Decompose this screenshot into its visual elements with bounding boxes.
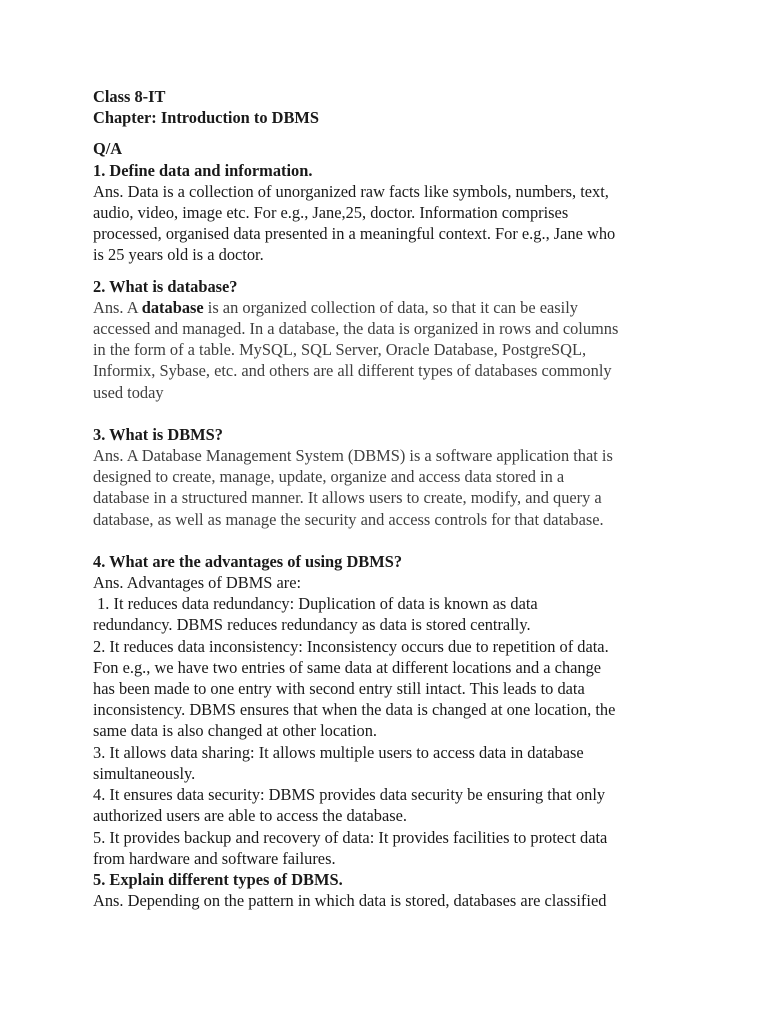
q4-answer-line: Ans. Advantages of DBMS are: (93, 573, 302, 593)
q2-answer-line: accessed and managed. In a database, the data is organized in rows and columns (93, 319, 619, 339)
q4-answer-line: simultaneously. (93, 763, 196, 783)
q3-answer-line: database, as well as manage the security and access controls for that database. (93, 509, 604, 529)
q4-answer-line: 3. It allows data sharing: It allows multiple users to access data in database (93, 742, 584, 762)
q2-answer-line: in the form of a table. MySQL, SQL Server, Oracle Database, PostgreSQL, (93, 340, 587, 360)
q3-answer-line: Ans. A Database Management System (DBMS) is a software application that is (93, 446, 613, 466)
q4-answer-line: 2. It reduces data inconsistency: Inconsistency occurs due to repetition of data. (93, 636, 609, 656)
q2-answer-suffix: is an organized collection of data, so that it can be easily (203, 297, 578, 317)
q4-answer-line: from hardware and software failures. (93, 848, 336, 868)
q3-answer-line: database in a structured manner. It allows users to create, modify, and query a (93, 488, 602, 508)
q4-answer-line: 1. It reduces data redundancy: Duplication of data is known as data (93, 594, 538, 614)
q2-answer-line (93, 297, 683, 318)
q5-question: 5. Explain different types of DBMS. (93, 869, 343, 889)
q3-answer-line: designed to create, manage, update, organize and access data stored in a (93, 467, 565, 487)
q4-answer-line: authorized users are able to access the database. (93, 806, 407, 826)
q4-answer-line: has been made to one entry with second entry still intact. This leads to data (93, 679, 585, 699)
class-title: Class 8-IT (93, 87, 166, 106)
q1-answer-line: Ans. Data is a collection of unorganized raw facts like symbols, numbers, text, (93, 181, 609, 201)
q4-answer-line: Fon e.g., we have two entries of same data at different locations and a change (93, 657, 602, 677)
q2-answer-prefix: Ans. A (93, 297, 142, 317)
q1-question: 1. Define data and information. (93, 160, 313, 180)
q3-question: 3. What is DBMS? (93, 424, 223, 444)
q5-answer-line: Ans. Depending on the pattern in which data is stored, databases are classified (93, 891, 607, 911)
q4-question: 4. What are the advantages of using DBMS? (93, 551, 403, 571)
q2-answer-line: Informix, Sybase, etc. and others are all different types of databases commonly (93, 361, 612, 381)
q4-answer-line: inconsistency. DBMS ensures that when the data is changed at one location, the (93, 700, 616, 720)
q2-question: 2. What is database? (93, 276, 238, 296)
q1-answer-line: is 25 years old is a doctor. (93, 245, 264, 265)
q4-answer-line: 4. It ensures data security: DBMS provides data security be ensuring that only (93, 785, 606, 805)
q2-answer-line: used today (93, 382, 164, 402)
document-page (93, 86, 683, 911)
q1-answer-line: processed, organised data presented in a meaningful context. For e.g., Jane who (93, 224, 616, 244)
q4-answer-line: redundancy. DBMS reduces redundancy as data is stored centrally. (93, 615, 531, 635)
q1-answer-line: audio, video, image etc. For e.g., Jane,25, doctor. Information comprises (93, 203, 569, 223)
q4-answer-line: same data is also changed at other location. (93, 721, 378, 741)
qa-label: Q/A (93, 139, 123, 159)
q2-answer-bold-term: database (141, 297, 204, 317)
chapter-title: Chapter: Introduction to DBMS (93, 108, 319, 128)
q4-answer-line: 5. It provides backup and recovery of data: It provides facilities to protect data (93, 827, 608, 847)
